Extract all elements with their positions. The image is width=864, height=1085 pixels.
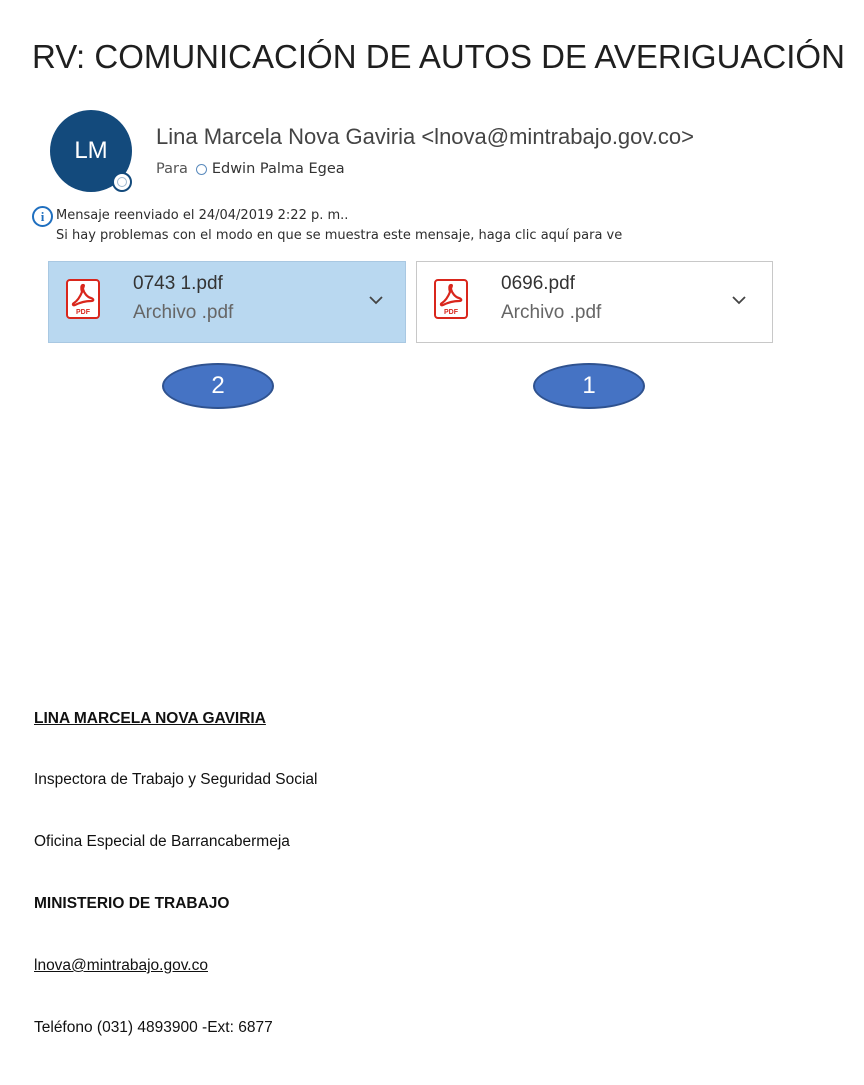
recipient-presence-icon xyxy=(196,164,207,175)
avatar-initials: LM xyxy=(74,137,108,164)
attachment-card[interactable] xyxy=(48,261,406,343)
to-label: Para xyxy=(156,161,188,177)
attachment-card[interactable] xyxy=(416,261,773,343)
sender-name[interactable]: Lina Marcela Nova Gaviria <lnova@mintrabajo.gov.co> xyxy=(156,124,694,149)
attachment-type: Archivo .pdf xyxy=(133,302,234,323)
signature-phone: Teléfono (031) 4893900 -Ext: 6877 xyxy=(34,1019,273,1036)
recipient-line xyxy=(156,161,345,177)
signature-title: Inspectora de Trabajo y Seguridad Social xyxy=(34,771,318,788)
svg-text:PDF: PDF xyxy=(76,309,90,316)
info-icon: i xyxy=(32,206,53,227)
signature-email-link[interactable]: lnova@mintrabajo.gov.co xyxy=(34,957,208,974)
callout-marker: 2 xyxy=(162,363,274,409)
attachment-name: 0696.pdf xyxy=(501,273,575,294)
chevron-down-icon[interactable] xyxy=(369,296,383,305)
svg-text:PDF: PDF xyxy=(444,309,458,316)
presence-status-icon xyxy=(112,172,132,192)
signature-name: LINA MARCELA NOVA GAVIRIA xyxy=(34,710,266,727)
attachment-type: Archivo .pdf xyxy=(501,302,602,323)
pdf-file-icon xyxy=(434,279,468,319)
forward-info-text: Mensaje reenviado el 24/04/2019 2:22 p. m.. xyxy=(56,208,349,223)
email-subject: RV: COMUNICACIÓN DE AUTOS DE AVERIGUACIÓN xyxy=(32,38,845,75)
recipient-name[interactable]: Edwin Palma Egea xyxy=(211,161,345,177)
chevron-down-icon[interactable] xyxy=(732,296,746,305)
callout-marker: 1 xyxy=(533,363,645,409)
display-problem-link[interactable]: Si hay problemas con el modo en que se muestra este mensaje, haga clic aquí para ve xyxy=(56,228,623,243)
signature-ministry: MINISTERIO DE TRABAJO xyxy=(34,895,230,912)
signature-office: Oficina Especial de Barrancabermeja xyxy=(34,833,290,850)
pdf-file-icon xyxy=(66,279,100,319)
attachment-name: 0743 1.pdf xyxy=(133,273,223,294)
